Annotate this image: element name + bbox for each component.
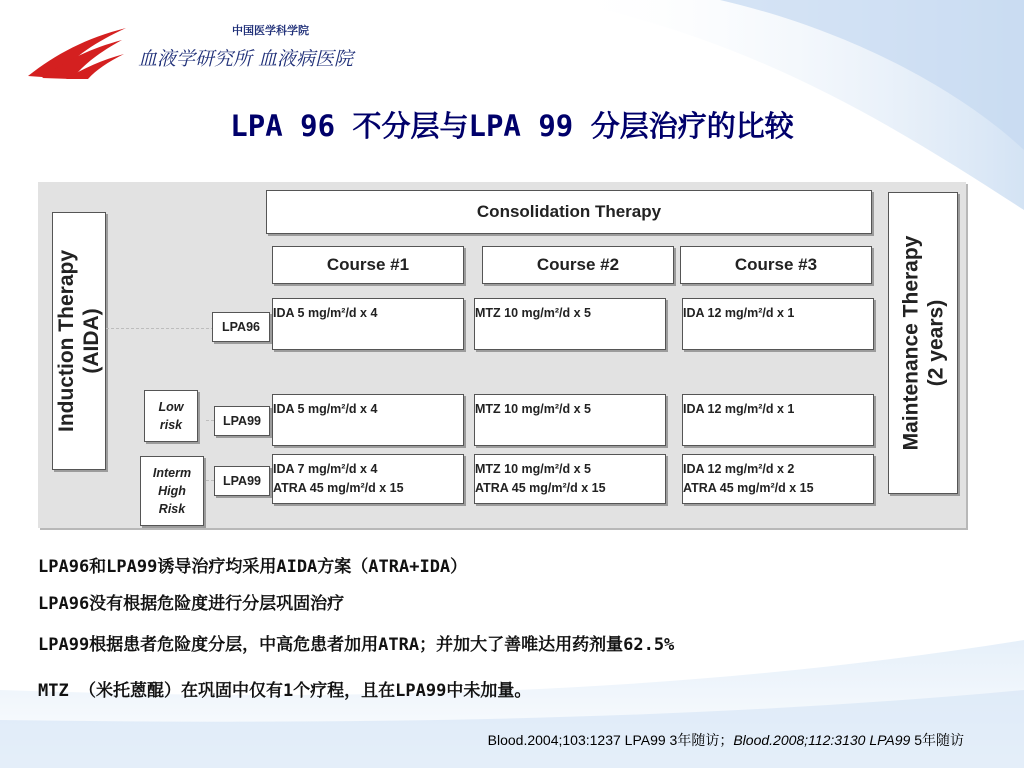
row-tag-lpa96: LPA96 (212, 312, 270, 342)
note-item: LPA96和LPA99诱导治疗均采用AIDA方案（ATRA+IDA） (38, 557, 468, 577)
dose-text: IDA 12 mg/m²/d x 2 (683, 462, 795, 476)
lpa99-high-course-3-cell (682, 454, 874, 504)
citation-part-2: Blood.2008;112:3130 LPA99 (733, 732, 911, 748)
dose-text: IDA 12 mg/m²/d x 1 (683, 306, 795, 320)
citation-part-3: 5年随访 (910, 732, 964, 748)
row-tag-lpa99-high: LPA99 (214, 466, 270, 496)
dose-text: IDA 12 mg/m²/d x 1 (683, 402, 795, 416)
lpa96-course-2-cell (474, 298, 666, 350)
dose-text: MTZ 10 mg/m²/d x 5 (475, 402, 591, 416)
high-risk-line-1: Interm (152, 466, 192, 480)
treatment-diagram (38, 182, 966, 528)
connector-line (206, 480, 214, 481)
lpa99-high-course-1-cell (272, 454, 464, 504)
citation (488, 730, 964, 750)
red-swoosh-logo-icon (26, 24, 130, 80)
dose-text: IDA 5 mg/m²/d x 4 (273, 306, 378, 320)
induction-line-1: Induction Therapy (55, 249, 79, 433)
dose-text: ATRA 45 mg/m²/d x 15 (475, 481, 606, 495)
dose-text: ATRA 45 mg/m²/d x 15 (683, 481, 814, 495)
lpa99-high-course-2-cell (474, 454, 666, 504)
slide-title: LPA 96 不分层与LPA 99 分层治疗的比较 (230, 109, 794, 143)
high-risk-line-2: High (158, 484, 186, 498)
note-item: LPA99根据患者危险度分层，中高危患者加用ATRA；并加大了善唯达用药剂量62.5% (38, 635, 675, 655)
lpa99-low-course-1-cell (272, 394, 464, 446)
maintenance-line-1: Maintenance Therapy (899, 235, 923, 451)
dose-text: MTZ 10 mg/m²/d x 5 (475, 462, 591, 476)
course-3-header: Course #3 (680, 246, 872, 284)
high-risk-line-3: Risk (158, 502, 186, 516)
dose-text: MTZ 10 mg/m²/d x 5 (475, 306, 591, 320)
course-2-header: Course #2 (482, 246, 674, 284)
dose-text: IDA 7 mg/m²/d x 4 (273, 462, 378, 476)
consolidation-therapy-header: Consolidation Therapy (266, 190, 872, 234)
note-item: LPA96没有根据危险度进行分层巩固治疗 (38, 594, 345, 614)
institute-name: 血液学研究所 血液病医院 (138, 48, 354, 70)
maintenance-therapy-box (888, 192, 958, 494)
lpa96-course-1-cell (272, 298, 464, 350)
institute-small-text: 中国医学科学院 (232, 24, 309, 37)
high-risk-label (140, 456, 204, 526)
low-risk-label (144, 390, 198, 442)
lpa99-low-course-3-cell (682, 394, 874, 446)
low-risk-line-2: risk (159, 418, 183, 432)
connector-line (206, 420, 214, 421)
induction-line-2: (AIDA) (80, 308, 104, 374)
induction-therapy-label (54, 250, 104, 432)
maintenance-therapy-label (898, 236, 948, 451)
citation-part-1: Blood.2004;103:1237 LPA99 3年随访； (487, 732, 734, 748)
note-item: MTZ （米托蒽醌）在巩固中仅有1个疗程，且在LPA99中未加量。 (38, 681, 532, 701)
maintenance-line-2: (2 years) (924, 299, 948, 387)
lpa96-course-3-cell (682, 298, 874, 350)
low-risk-line-1: Low (158, 400, 184, 414)
induction-therapy-box (52, 212, 106, 470)
dose-text: IDA 5 mg/m²/d x 4 (273, 402, 378, 416)
course-1-header: Course #1 (272, 246, 464, 284)
lpa99-low-course-2-cell (474, 394, 666, 446)
connector-line (106, 328, 214, 329)
row-tag-lpa99-low: LPA99 (214, 406, 270, 436)
dose-text: ATRA 45 mg/m²/d x 15 (273, 481, 404, 495)
